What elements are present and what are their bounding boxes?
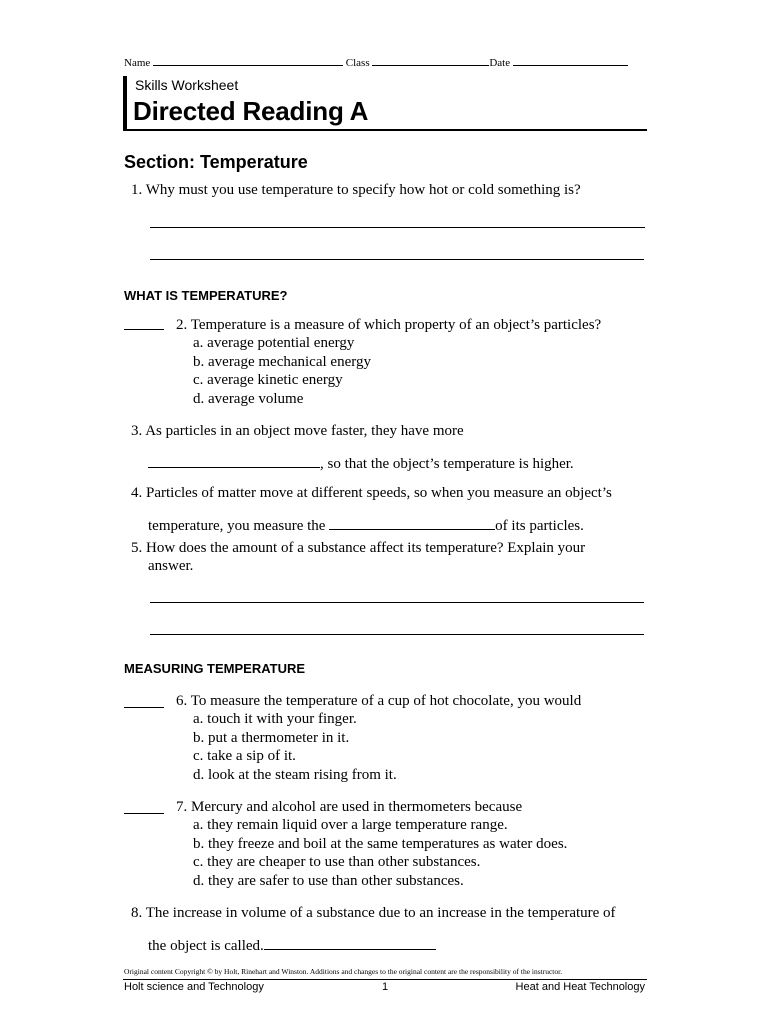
options-q6 [193,710,397,784]
heading-what-is-temperature: WHAT IS TEMPERATURE? [124,288,288,303]
worksheet-title: Directed Reading A [133,96,369,126]
question-text: As particles in an object move faster, they have more [145,423,464,439]
answer-blank-q7[interactable] [124,813,164,814]
options-q7 [193,816,567,890]
option-text: look at the steam rising from it. [208,766,397,783]
footer-rule [123,979,647,980]
answer-line-q5-2[interactable] [150,634,644,635]
option-b[interactable] [193,729,397,748]
options-q2 [193,334,371,408]
option-d[interactable] [193,766,397,785]
date-field[interactable] [513,56,628,66]
option-c[interactable] [193,853,567,872]
name-field[interactable] [153,56,343,66]
question-text: Particles of matter move at different speeds, so when you measure an object’s [146,485,612,501]
question-text: of its particles. [495,518,584,534]
option-letter: d. [193,390,205,407]
class-field[interactable] [372,56,489,66]
option-letter: c. [193,748,204,764]
option-text: they remain liquid over a large temperature range. [207,817,508,833]
student-info-line [124,56,644,70]
option-text: put a thermometer in it. [208,729,350,746]
option-letter: b. [193,729,205,746]
question-8-line-2 [148,935,436,955]
option-text: average potential energy [207,335,355,351]
question-number: 3. [131,423,143,439]
option-letter: a. [193,335,204,351]
option-letter: c. [193,372,204,388]
question-text: To measure the temperature of a cup of hot chocolate, you would [190,693,582,709]
question-number: 1. [131,182,143,198]
page-number: 1 [382,981,389,993]
footer-book-title: Holt science and Technology [124,981,264,993]
fill-in-blank-q8[interactable] [264,935,436,950]
option-text: touch it with your finger. [207,711,357,727]
option-text: take a sip of it. [207,748,296,764]
question-number: 4. [131,485,143,501]
question-7 [176,798,522,816]
question-text: the object is called. [148,938,264,954]
question-3 [131,422,464,440]
question-6 [176,692,581,710]
question-text: , so that the object’s temperature is higher. [320,456,574,472]
question-text: How does the amount of a substance affect its temperature? Explain your [146,540,586,556]
heading-measuring-temperature: MEASURING TEMPERATURE [124,661,306,676]
answer-line-q5-1[interactable] [150,602,644,603]
question-8 [131,904,616,922]
answer-line-q1-1[interactable] [150,227,645,228]
question-5-line-2: answer. [148,558,194,574]
copyright-notice: Original content Copyright © by Holt, Rinehart and Winston. Additions and changes to the original content are the responsibility of the instructor. [124,967,563,976]
question-4-line-2 [148,515,584,535]
section-title: Section: Temperature [124,152,308,172]
question-4 [131,484,612,502]
option-letter: b. [193,835,205,852]
option-d[interactable] [193,872,567,891]
option-b[interactable] [193,835,567,854]
question-5 [131,539,585,557]
fill-in-blank-q4[interactable] [329,515,495,530]
worksheet-type: Skills Worksheet [135,77,239,93]
class-label: Class [345,57,370,69]
option-letter: d. [193,766,205,783]
answer-line-q1-2[interactable] [150,259,644,260]
option-letter: b. [193,353,205,370]
name-label: Name [124,57,151,69]
question-number: 7. [176,799,188,815]
date-label: Date [489,57,511,69]
question-2 [176,316,601,334]
option-letter: a. [193,817,204,833]
question-text: Mercury and alcohol are used in thermometers because [191,799,523,815]
option-letter: c. [193,854,204,870]
option-a[interactable] [193,710,397,729]
answer-blank-q2[interactable] [124,329,164,330]
question-text: Temperature is a measure of which property of an object’s particles? [190,317,602,333]
title-underline [123,129,647,131]
question-number: 5. [131,540,143,556]
option-c[interactable] [193,747,397,766]
question-number: 2. [176,317,188,333]
option-text: average volume [208,390,304,407]
title-bar-accent [123,76,127,130]
question-3-line-2 [148,453,574,473]
option-text: average kinetic energy [207,372,343,388]
question-text: temperature, you measure the [148,518,326,534]
option-text: they freeze and boil at the same temperatures as water does. [208,835,568,852]
option-a[interactable] [193,816,567,835]
option-text: they are cheaper to use than other substances. [207,854,481,870]
question-number: 6. [176,693,188,709]
question-text: Why must you use temperature to specify how hot or cold something is? [145,182,581,198]
option-letter: a. [193,711,204,727]
option-text: average mechanical energy [208,353,371,370]
option-d[interactable] [193,390,371,409]
question-text: The increase in volume of a substance due to an increase in the temperature of [145,905,616,921]
fill-in-blank-q3[interactable] [148,453,320,468]
option-c[interactable] [193,371,371,390]
option-text: they are safer to use than other substances. [208,872,464,889]
option-b[interactable] [193,353,371,372]
footer-chapter-title: Heat and Heat Technology [515,981,645,993]
option-letter: d. [193,872,205,889]
option-a[interactable] [193,334,371,353]
question-number: 8. [131,905,143,921]
answer-blank-q6[interactable] [124,707,164,708]
question-1 [131,181,581,199]
